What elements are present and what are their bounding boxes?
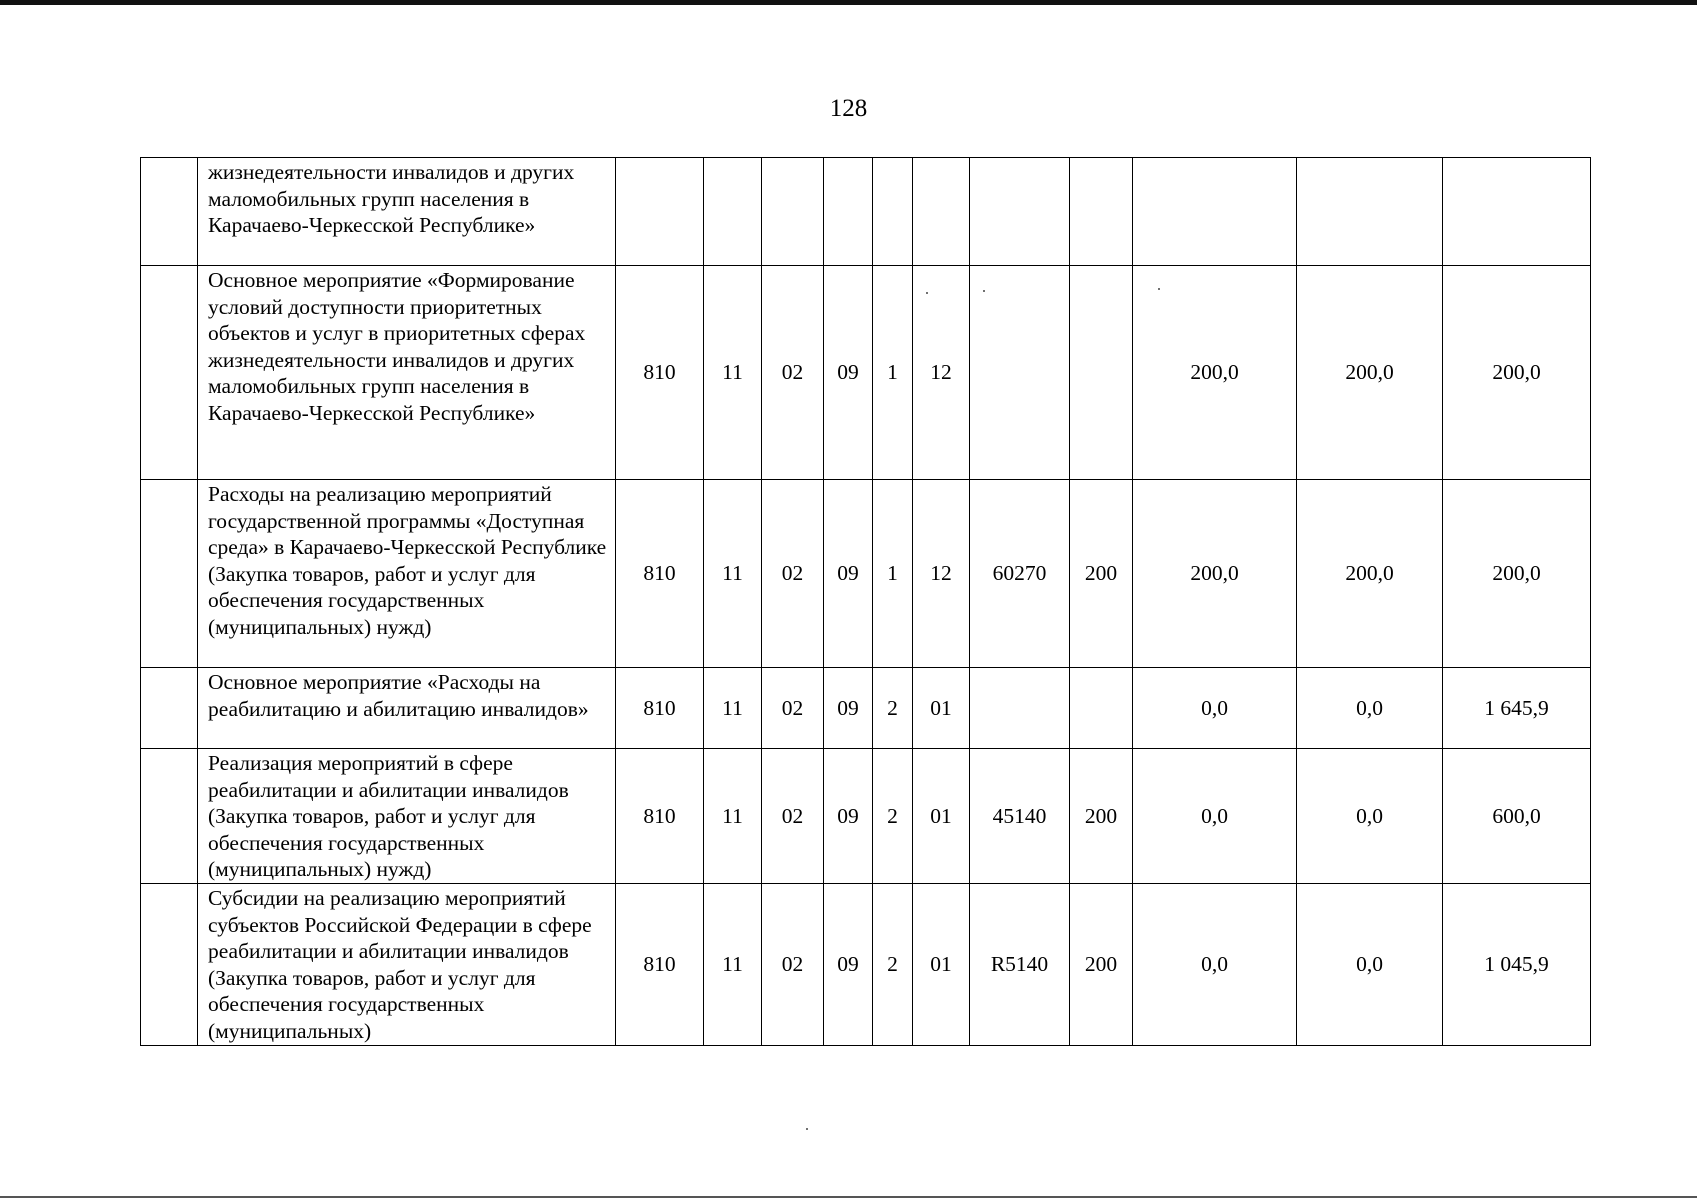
code-7-cell bbox=[970, 158, 1070, 266]
code-5-cell: 2 bbox=[873, 668, 913, 749]
value-3-cell: 600,0 bbox=[1443, 749, 1591, 884]
code-2-cell: 11 bbox=[704, 884, 762, 1046]
table-row bbox=[141, 158, 1591, 266]
value-3-cell: 200,0 bbox=[1443, 266, 1591, 480]
code-2-cell: 11 bbox=[704, 668, 762, 749]
code-1-cell: 810 bbox=[616, 668, 704, 749]
code-4-cell: 09 bbox=[824, 749, 873, 884]
code-3-cell: 02 bbox=[762, 884, 824, 1046]
code-5-cell: 2 bbox=[873, 884, 913, 1046]
code-4-cell: 09 bbox=[824, 668, 873, 749]
code-4-cell: 09 bbox=[824, 480, 873, 668]
table-body bbox=[141, 158, 1591, 1046]
code-7-cell: 60270 bbox=[970, 480, 1070, 668]
name-cell: Расходы на реализацию мероприятий государственной программы «Доступная среда» в Карачаево-Черкесской Республике (Закупка товаров, работ и услуг для обеспечения государственных (муниципальных) нужд) bbox=[198, 480, 616, 668]
value-3-cell bbox=[1443, 158, 1591, 266]
code-5-cell: 1 bbox=[873, 480, 913, 668]
value-3-cell: 1 645,9 bbox=[1443, 668, 1591, 749]
value-2-cell: 0,0 bbox=[1297, 749, 1443, 884]
table-row bbox=[141, 480, 1591, 668]
code-8-cell bbox=[1070, 668, 1133, 749]
code-1-cell: 810 bbox=[616, 749, 704, 884]
value-3-cell: 200,0 bbox=[1443, 480, 1591, 668]
value-1-cell: 200,0 bbox=[1133, 480, 1297, 668]
name-cell: жизнедеятельности инвалидов и других маломобильных групп населения в Карачаево-Черкесской Республике» bbox=[198, 158, 616, 266]
code-2-cell: 11 bbox=[704, 266, 762, 480]
code-2-cell bbox=[704, 158, 762, 266]
code-2-cell: 11 bbox=[704, 480, 762, 668]
index-cell bbox=[141, 668, 198, 749]
scan-speck bbox=[926, 292, 928, 294]
code-1-cell: 810 bbox=[616, 266, 704, 480]
code-1-cell bbox=[616, 158, 704, 266]
code-4-cell: 09 bbox=[824, 266, 873, 480]
code-3-cell: 02 bbox=[762, 266, 824, 480]
value-3-cell: 1 045,9 bbox=[1443, 884, 1591, 1046]
scan-bottom-edge bbox=[0, 1196, 1697, 1198]
name-cell: Реализация мероприятий в сфере реабилитации и абилитации инвалидов (Закупка товаров, работ и услуг для обеспечения государственных (муниципальных) нужд) bbox=[198, 749, 616, 884]
code-4-cell bbox=[824, 158, 873, 266]
value-1-cell: 0,0 bbox=[1133, 668, 1297, 749]
index-cell bbox=[141, 884, 198, 1046]
scan-top-edge bbox=[0, 0, 1697, 5]
name-cell: Основное мероприятие «Формирование условий доступности приоритетных объектов и услуг в приоритетных сферах жизнедеятельности инвалидов и других маломобильных групп населения в Карачаево-Черкесской Республике» bbox=[198, 266, 616, 480]
scan-speck bbox=[806, 1128, 808, 1130]
table-row bbox=[141, 266, 1591, 480]
budget-table bbox=[140, 157, 1591, 1046]
code-8-cell bbox=[1070, 158, 1133, 266]
code-3-cell: 02 bbox=[762, 668, 824, 749]
code-3-cell: 02 bbox=[762, 480, 824, 668]
code-1-cell: 810 bbox=[616, 884, 704, 1046]
index-cell bbox=[141, 749, 198, 884]
table-row bbox=[141, 884, 1591, 1046]
code-2-cell: 11 bbox=[704, 749, 762, 884]
scan-speck bbox=[1158, 288, 1160, 290]
code-5-cell bbox=[873, 158, 913, 266]
code-6-cell: 12 bbox=[913, 266, 970, 480]
code-8-cell bbox=[1070, 266, 1133, 480]
page-number: 128 bbox=[829, 95, 868, 122]
table-row bbox=[141, 668, 1591, 749]
name-cell: Субсидии на реализацию мероприятий субъектов Российской Федерации в сфере реабилитации и абилитации инвалидов (Закупка товаров, работ и услуг для обеспечения государственных (муниципальных) bbox=[198, 884, 616, 1046]
table-row bbox=[141, 749, 1591, 884]
code-6-cell: 01 bbox=[913, 749, 970, 884]
value-2-cell bbox=[1297, 158, 1443, 266]
value-1-cell: 0,0 bbox=[1133, 884, 1297, 1046]
index-cell bbox=[141, 158, 198, 266]
value-2-cell: 200,0 bbox=[1297, 266, 1443, 480]
value-2-cell: 0,0 bbox=[1297, 884, 1443, 1046]
value-2-cell: 0,0 bbox=[1297, 668, 1443, 749]
code-8-cell: 200 bbox=[1070, 749, 1133, 884]
code-7-cell bbox=[970, 668, 1070, 749]
code-3-cell bbox=[762, 158, 824, 266]
code-4-cell: 09 bbox=[824, 884, 873, 1046]
code-1-cell: 810 bbox=[616, 480, 704, 668]
index-cell bbox=[141, 480, 198, 668]
scan-speck bbox=[983, 290, 985, 292]
value-1-cell: 0,0 bbox=[1133, 749, 1297, 884]
code-7-cell bbox=[970, 266, 1070, 480]
value-1-cell: 200,0 bbox=[1133, 266, 1297, 480]
code-5-cell: 2 bbox=[873, 749, 913, 884]
code-6-cell bbox=[913, 158, 970, 266]
name-cell: Основное мероприятие «Расходы на реабилитацию и абилитацию инвалидов» bbox=[198, 668, 616, 749]
code-6-cell: 01 bbox=[913, 884, 970, 1046]
code-7-cell: 45140 bbox=[970, 749, 1070, 884]
code-8-cell: 200 bbox=[1070, 480, 1133, 668]
value-2-cell: 200,0 bbox=[1297, 480, 1443, 668]
value-1-cell bbox=[1133, 158, 1297, 266]
code-7-cell: R5140 bbox=[970, 884, 1070, 1046]
code-6-cell: 01 bbox=[913, 668, 970, 749]
code-3-cell: 02 bbox=[762, 749, 824, 884]
code-6-cell: 12 bbox=[913, 480, 970, 668]
code-8-cell: 200 bbox=[1070, 884, 1133, 1046]
code-5-cell: 1 bbox=[873, 266, 913, 480]
index-cell bbox=[141, 266, 198, 480]
